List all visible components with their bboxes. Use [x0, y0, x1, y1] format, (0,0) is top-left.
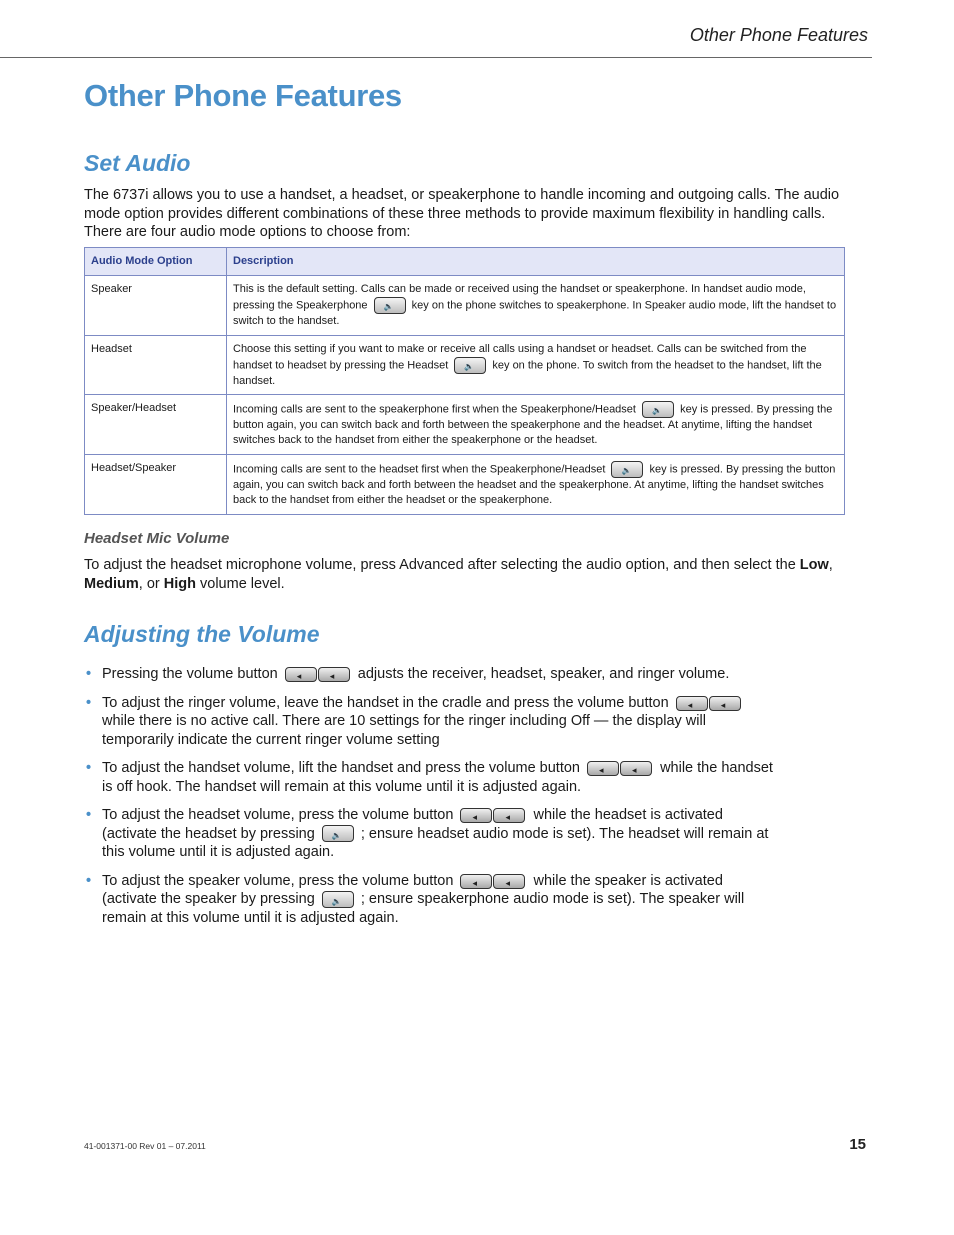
description-cell	[227, 395, 845, 455]
description-text: key is pressed. By pressing the button again, you can switch back and forth between the speakerphone and the headset. At anytime, lifting the handset switches back to the handset from either the speakerphone or the headset.	[233, 403, 833, 446]
table-header-option: Audio Mode Option	[85, 248, 227, 276]
table-row	[85, 276, 845, 336]
document-id: 41-001371-00 Rev 01 – 07.2011	[84, 1141, 206, 1151]
headset-mic-volume-heading: Headset Mic Volume	[84, 530, 230, 547]
high-option: High	[163, 575, 196, 592]
bullet-icon: •	[86, 694, 92, 711]
mic-text-end: volume level.	[195, 575, 285, 592]
table-row	[85, 455, 845, 515]
option-cell: Speaker	[85, 276, 227, 336]
volume-button-icon	[460, 808, 526, 822]
mic-separator: , or	[138, 575, 164, 592]
header-rule	[0, 57, 872, 58]
speakerphone-key-icon	[322, 891, 354, 908]
headset-key-icon	[322, 825, 354, 842]
description-text: Choose this setting if you want to make or receive all calls using a handset or headset. Calls can be switched from the handset to headset by pressing the Headset	[233, 343, 807, 372]
bullet-text: To adjust the speaker volume, press the volume button	[102, 872, 454, 889]
running-head: Other Phone Features	[689, 25, 868, 45]
list-item	[84, 759, 774, 796]
table-row	[85, 336, 845, 395]
volume-button-icon	[676, 696, 742, 710]
bullet-icon: •	[86, 872, 92, 889]
bullet-text: To adjust the ringer volume, leave the handset in the cradle and press the volume button	[102, 694, 669, 711]
bullet-text: ; ensure headset audio mode is set). The headset will remain at this volume until it is adjusted again.	[102, 825, 769, 860]
bullet-text: while the headset is activated (activate the headset by pressing	[102, 807, 723, 842]
medium-option: Medium	[84, 575, 139, 592]
list-item	[84, 694, 774, 750]
description-text: This is the default setting. Calls can be made or received using the handset or speakerphone. In handset audio mode, pressing the Speakerphone	[233, 283, 806, 312]
description-cell	[227, 336, 845, 395]
bullet-text: while the handset is off hook. The handset will remain at this volume until it is adjusted again.	[102, 760, 773, 795]
list-item	[84, 872, 774, 928]
headset-key-icon	[454, 357, 486, 374]
bullet-text: adjusts the receiver, headset, speaker, and ringer volume.	[357, 666, 730, 682]
volume-button-icon	[587, 761, 653, 775]
bullet-icon: •	[86, 807, 92, 823]
bullet-text: while there is no active call. There are 10 settings for the ringer including Off — the display will temporarily indicate the current ringer volume setting	[102, 713, 706, 748]
speakerphone-headset-key-icon	[642, 401, 674, 418]
table-row	[85, 395, 845, 455]
bullet-text: ; ensure speakerphone audio mode is set). The speaker will remain at this volume until it is adjusted again.	[102, 891, 745, 926]
table-header-row	[85, 248, 845, 276]
page-title: Other Phone Features	[84, 78, 402, 113]
bullet-text: Pressing the volume button	[102, 666, 278, 682]
bullet-text: To adjust the headset volume, press the volume button	[102, 807, 454, 823]
table-header-description: Description	[227, 248, 845, 276]
mic-text-start: To adjust the headset microphone volume, press Advanced after selecting the audio option, and then select the	[84, 557, 800, 573]
volume-button-icon	[460, 874, 526, 888]
headset-mic-volume-text	[84, 556, 854, 593]
speakerphone-key-icon	[374, 297, 406, 314]
bullet-icon: •	[86, 760, 92, 776]
option-cell: Headset	[85, 336, 227, 395]
adjusting-volume-heading: Adjusting the Volume	[84, 621, 320, 647]
list-item	[84, 806, 774, 862]
description-cell	[227, 276, 845, 336]
set-audio-heading: Set Audio	[84, 150, 191, 176]
bullet-text: To adjust the handset volume, lift the handset and press the volume button	[102, 760, 580, 776]
bullet-icon: •	[86, 666, 92, 682]
mic-separator: ,	[828, 557, 833, 573]
page-number: 15	[849, 1136, 866, 1153]
set-audio-intro: The 6737i allows you to use a handset, a headset, or speakerphone to handle incoming and outgoing calls. The audio mode option provides different combinations of these three methods to provide maximum flexibility in handling calls. There are four audio mode options to choose from:	[84, 187, 840, 240]
description-text: key is pressed. By pressing the button again, you can switch back and forth between the headset and the speakerphone. At anytime, lifting the handset switches back to the handset from either the headset or the speakerphone.	[233, 463, 836, 506]
low-option: Low	[799, 557, 829, 573]
description-text: Incoming calls are sent to the speakerphone first when the Speakerphone/Headset	[233, 403, 636, 416]
description-cell	[227, 455, 845, 515]
description-text: key on the phone switches to speakerphone. In Speaker audio mode, lift the handset to switch to the handset.	[233, 299, 837, 327]
speakerphone-headset-key-icon	[611, 461, 643, 478]
volume-bullet-list	[84, 665, 774, 937]
description-text: key on the phone. To switch from the headset to the handset, lift the handset.	[233, 359, 822, 387]
option-cell: Headset/Speaker	[85, 455, 227, 515]
list-item	[84, 665, 774, 684]
option-cell: Speaker/Headset	[85, 395, 227, 455]
volume-button-icon	[285, 667, 351, 681]
audio-mode-table	[84, 247, 845, 515]
bullet-text: while the speaker is activated (activate the speaker by pressing	[102, 872, 723, 907]
description-text: Incoming calls are sent to the headset first when the Speakerphone/Headset	[233, 463, 606, 476]
